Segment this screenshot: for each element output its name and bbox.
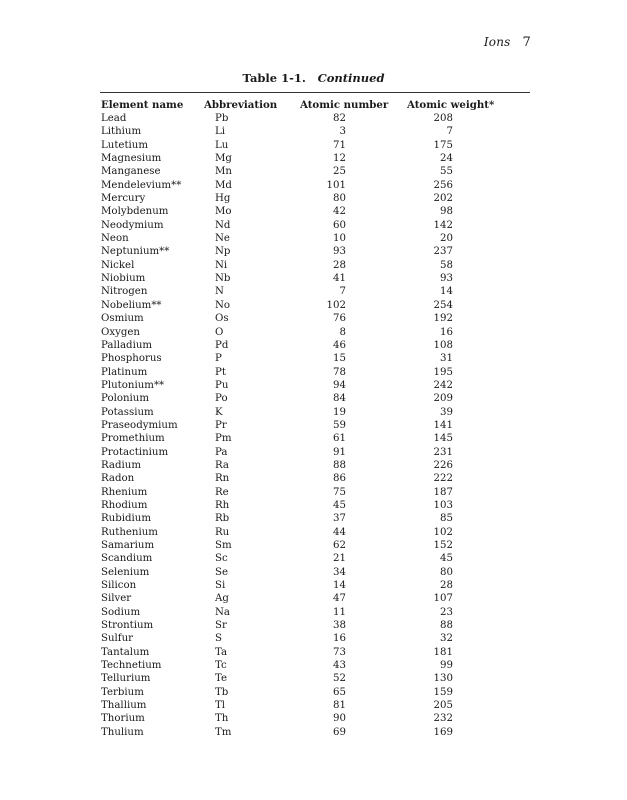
atomic-weight-cell: 181 [433,646,453,658]
abbreviation-cell: Si [215,580,226,592]
element-name-cell: Polonium [101,393,150,405]
abbreviation-cell: Pu [215,379,229,391]
abbreviation-cell: No [215,299,231,311]
table-row [100,592,530,605]
table-row [100,646,530,659]
atomic-number-cell: 81 [333,700,346,712]
atomic-number-cell: 75 [333,486,346,498]
atomic-number-cell: 69 [333,726,346,738]
table-row [100,326,530,339]
table-row [100,512,530,525]
atomic-weight-cell: 152 [433,540,453,551]
abbreviation-cell: Mg [215,153,232,165]
atomic-number-cell: 44 [333,526,346,538]
element-name-cell: Nitrogen [101,286,148,298]
table-row [100,632,530,645]
element-name-cell: Lutetium [101,139,149,151]
atomic-weight-cell: 14 [440,286,453,298]
abbreviation-cell: Tc [215,660,227,672]
atomic-number-cell: 19 [333,406,346,418]
element-name-cell: Protactinium [101,446,169,458]
atomic-weight-cell: 31 [440,353,453,365]
atomic-number-cell: 65 [333,686,346,698]
abbreviation-cell: K [215,406,223,418]
abbreviation-cell: Nb [215,273,231,285]
abbreviation-cell: Tb [215,686,229,698]
atomic-number-cell: 88 [333,459,346,471]
atomic-number-cell: 94 [333,379,346,391]
atomic-weight-cell: 202 [433,193,453,205]
table-title [0,71,627,85]
atomic-weight-cell: 24 [440,153,453,165]
table-row [100,366,530,379]
abbreviation-cell: Ni [215,259,228,271]
table-row [100,526,530,539]
atomic-number-cell: 61 [333,433,346,445]
table-row [100,285,530,298]
element-name-cell: Praseodymium [101,419,178,431]
table-row [100,419,530,432]
element-name-cell: Selenium [101,566,150,578]
abbreviation-cell: Po [215,393,228,405]
atomic-weight-cell: 222 [433,473,453,485]
atomic-number-cell: 41 [333,273,346,285]
element-name-cell: Thallium [101,700,147,712]
abbreviation-cell: S [215,633,222,645]
abbreviation-cell: Tm [215,726,232,738]
element-name-cell: Rhodium [101,499,148,511]
atomic-weight-cell: 159 [433,686,453,698]
atomic-weight-cell: 28 [440,580,453,592]
running-head-section: Ions [483,35,511,49]
atomic-weight-cell: 142 [433,219,453,231]
atomic-weight-cell: 103 [433,499,453,511]
abbreviation-cell: Ne [215,233,230,245]
table-row [100,232,530,245]
element-name-cell: Neodymium [101,219,164,231]
element-name-cell: Neptunium** [101,246,170,258]
elements-table [100,99,530,739]
atomic-number-cell: 82 [333,113,346,124]
atomic-weight-cell: 254 [433,299,453,311]
atomic-weight-cell: 175 [433,139,453,151]
atomic-number-cell: 38 [333,620,346,632]
atomic-weight-cell: 141 [433,419,453,431]
atomic-weight-cell: 85 [440,513,453,525]
element-name-cell: Nickel [101,259,135,271]
atomic-number-cell: 60 [333,219,346,231]
table-subtitle: Continued [317,71,385,85]
atomic-weight-cell: 32 [440,633,453,645]
table-row [100,205,530,218]
abbreviation-cell: Pt [215,366,226,378]
atomic-weight-cell: 237 [433,246,453,258]
element-name-cell: Osmium [101,313,144,325]
abbreviation-cell: Rh [215,499,230,511]
element-name-cell: Mercury [101,193,146,205]
element-name-cell: Lithium [101,126,142,138]
atomic-number-cell: 16 [333,633,346,645]
abbreviation-cell: Re [215,486,229,498]
element-name-cell: Nobelium** [101,299,162,311]
atomic-number-cell: 47 [333,593,346,605]
atomic-weight-cell: 209 [433,393,453,405]
atomic-weight-cell: 99 [440,660,453,672]
element-name-cell: Terbium [101,686,144,698]
abbreviation-cell: Md [215,179,232,191]
atomic-number-cell: 71 [333,139,346,151]
table-row [100,152,530,165]
table-row [100,392,530,405]
table-label: Table 1-1. [242,71,306,85]
abbreviation-cell: Pb [215,113,229,124]
atomic-number-cell: 90 [333,713,346,725]
table-row [100,566,530,579]
element-name-cell: Sulfur [101,633,134,645]
abbreviation-cell: P [215,353,222,365]
table-row [100,352,530,365]
abbreviation-cell: Hg [215,193,231,205]
atomic-weight-cell: 205 [433,700,453,712]
atomic-number-cell: 59 [333,419,346,431]
element-name-cell: Palladium [101,339,153,351]
element-name-cell: Radium [101,459,141,471]
abbreviation-cell: Mo [215,206,232,218]
element-name-cell: Neon [101,233,129,245]
element-name-cell: Plutonium** [101,379,165,391]
element-name-cell: Rhenium [101,486,148,498]
abbreviation-cell: Sr [215,620,227,632]
atomic-number-cell: 52 [333,673,346,685]
atomic-number-cell: 43 [333,660,346,672]
atomic-weight-cell: 45 [440,553,453,565]
running-head [484,35,531,50]
element-name-cell: Technetium [101,660,162,672]
element-name-cell: Molybdenum [101,206,169,218]
atomic-number-cell: 62 [333,540,346,551]
abbreviation-cell: Np [215,246,231,258]
abbreviation-cell: Sc [215,553,228,565]
table-row [100,619,530,632]
table-row [100,579,530,592]
atomic-weight-cell: 55 [440,166,453,178]
element-name-cell: Ruthenium [101,526,158,538]
table-row [100,312,530,325]
atomic-weight-cell: 192 [433,313,453,325]
atomic-weight-cell: 7 [446,126,453,138]
abbreviation-cell: Pd [215,339,229,351]
atomic-weight-cell: 195 [433,366,453,378]
atomic-weight-cell: 256 [433,179,453,191]
table-row [100,339,530,352]
atomic-number-cell: 28 [333,259,346,271]
atomic-number-cell: 84 [333,393,346,405]
abbreviation-cell: Ru [215,526,230,538]
element-name-cell: Lead [101,113,127,124]
table-row [100,139,530,152]
table-row [100,192,530,205]
element-name-cell: Platinum [101,366,148,378]
element-name-cell: Niobium [101,273,146,285]
abbreviation-cell: Ta [215,646,228,658]
table-row [100,552,530,565]
element-name-cell: Potassium [101,406,154,418]
element-name-cell: Mendelevium** [101,179,182,191]
table-row [100,219,530,232]
table-top-rule [100,92,530,93]
atomic-number-cell: 7 [339,286,346,298]
element-name-cell: Oxygen [101,326,140,338]
atomic-number-cell: 91 [333,446,346,458]
header-element-name: Element name [101,99,184,111]
element-name-cell: Samarium [101,540,155,551]
abbreviation-cell: Te [215,673,228,685]
element-name-cell: Magnesium [101,153,162,165]
element-name-cell: Thorium [101,713,145,725]
atomic-weight-cell: 102 [433,526,453,538]
atomic-weight-cell: 58 [440,259,453,271]
abbreviation-cell: Rb [215,513,230,525]
table-row [100,539,530,552]
abbreviation-cell: Lu [215,139,229,151]
element-name-cell: Strontium [101,620,154,632]
abbreviation-cell: Rn [215,473,230,485]
abbreviation-cell: N [215,286,224,298]
table-row [100,499,530,512]
atomic-weight-cell: 232 [433,713,453,725]
abbreviation-cell: Li [215,126,226,138]
atomic-number-cell: 12 [333,153,346,165]
abbreviation-cell: Os [215,313,229,325]
table-row [100,272,530,285]
element-name-cell: Thulium [101,726,144,738]
abbreviation-cell: Tl [215,700,226,712]
element-name-cell: Scandium [101,553,153,565]
atomic-number-cell: 76 [333,313,346,325]
element-name-cell: Phosphorus [101,353,162,365]
abbreviation-cell: Na [215,606,230,618]
table-row [100,606,530,619]
atomic-number-cell: 37 [333,513,346,525]
atomic-weight-cell: 108 [433,339,453,351]
table-row [100,299,530,312]
abbreviation-cell: Sm [215,540,232,551]
atomic-weight-cell: 187 [433,486,453,498]
atomic-weight-cell: 20 [440,233,453,245]
atomic-number-cell: 45 [333,499,346,511]
atomic-weight-cell: 145 [433,433,453,445]
atomic-number-cell: 102 [326,299,346,311]
atomic-weight-cell: 80 [440,566,453,578]
table-row [100,112,530,125]
element-name-cell: Promethium [101,433,165,445]
abbreviation-cell: O [215,326,224,338]
table-header-row [100,99,530,112]
atomic-weight-cell: 88 [440,620,453,632]
atomic-number-cell: 10 [333,233,346,245]
table-row [100,659,530,672]
element-name-cell: Radon [101,473,135,485]
atomic-weight-cell: 16 [440,326,453,338]
abbreviation-cell: Pm [215,433,232,445]
abbreviation-cell: Th [215,713,229,725]
table-row [100,726,530,739]
element-name-cell: Sodium [101,606,141,618]
header-abbreviation: Abbreviation [204,99,278,111]
header-atomic-number: Atomic number [300,99,389,111]
table-row [100,245,530,258]
table-row [100,672,530,685]
atomic-number-cell: 3 [339,126,346,138]
atomic-number-cell: 8 [339,326,346,338]
abbreviation-cell: Ra [215,459,229,471]
table-row [100,125,530,138]
atomic-weight-cell: 23 [440,606,453,618]
atomic-weight-cell: 93 [440,273,453,285]
atomic-weight-cell: 169 [433,726,453,738]
table-row [100,699,530,712]
table-row [100,259,530,272]
table-row [100,712,530,725]
table-row [100,406,530,419]
element-name-cell: Tellurium [101,673,151,685]
atomic-number-cell: 80 [333,193,346,205]
abbreviation-cell: Pr [215,419,227,431]
table-row [100,432,530,445]
table-row [100,179,530,192]
atomic-number-cell: 11 [333,606,346,618]
abbreviation-cell: Nd [215,219,231,231]
atomic-number-cell: 86 [333,473,346,485]
atomic-weight-cell: 130 [433,673,453,685]
atomic-number-cell: 78 [333,366,346,378]
atomic-weight-cell: 107 [433,593,453,605]
atomic-number-cell: 25 [333,166,346,178]
table-row [100,686,530,699]
atomic-weight-cell: 208 [433,113,453,124]
atomic-number-cell: 34 [333,566,346,578]
element-name-cell: Rubidium [101,513,152,525]
atomic-number-cell: 21 [333,553,346,565]
abbreviation-cell: Ag [215,593,229,605]
element-name-cell: Silver [101,593,132,605]
abbreviation-cell: Pa [215,446,228,458]
table-row [100,459,530,472]
atomic-number-cell: 93 [333,246,346,258]
table-body [100,112,530,739]
atomic-weight-cell: 226 [433,459,453,471]
element-name-cell: Silicon [101,580,137,592]
atomic-number-cell: 73 [333,646,346,658]
table-row [100,472,530,485]
atomic-number-cell: 46 [333,339,346,351]
header-atomic-weight: Atomic weight* [407,99,495,111]
element-name-cell: Manganese [101,166,161,178]
abbreviation-cell: Mn [215,166,232,178]
atomic-number-cell: 15 [333,353,346,365]
atomic-weight-cell: 98 [440,206,453,218]
table-row [100,486,530,499]
table-row [100,379,530,392]
abbreviation-cell: Se [215,566,229,578]
atomic-number-cell: 14 [333,580,346,592]
table-row [100,446,530,459]
atomic-number-cell: 101 [326,179,346,191]
atomic-weight-cell: 242 [433,379,453,391]
atomic-weight-cell: 39 [440,406,453,418]
table-row [100,165,530,178]
atomic-number-cell: 42 [333,206,346,218]
atomic-weight-cell: 231 [433,446,453,458]
element-name-cell: Tantalum [101,646,150,658]
page-number: 7 [522,35,531,50]
